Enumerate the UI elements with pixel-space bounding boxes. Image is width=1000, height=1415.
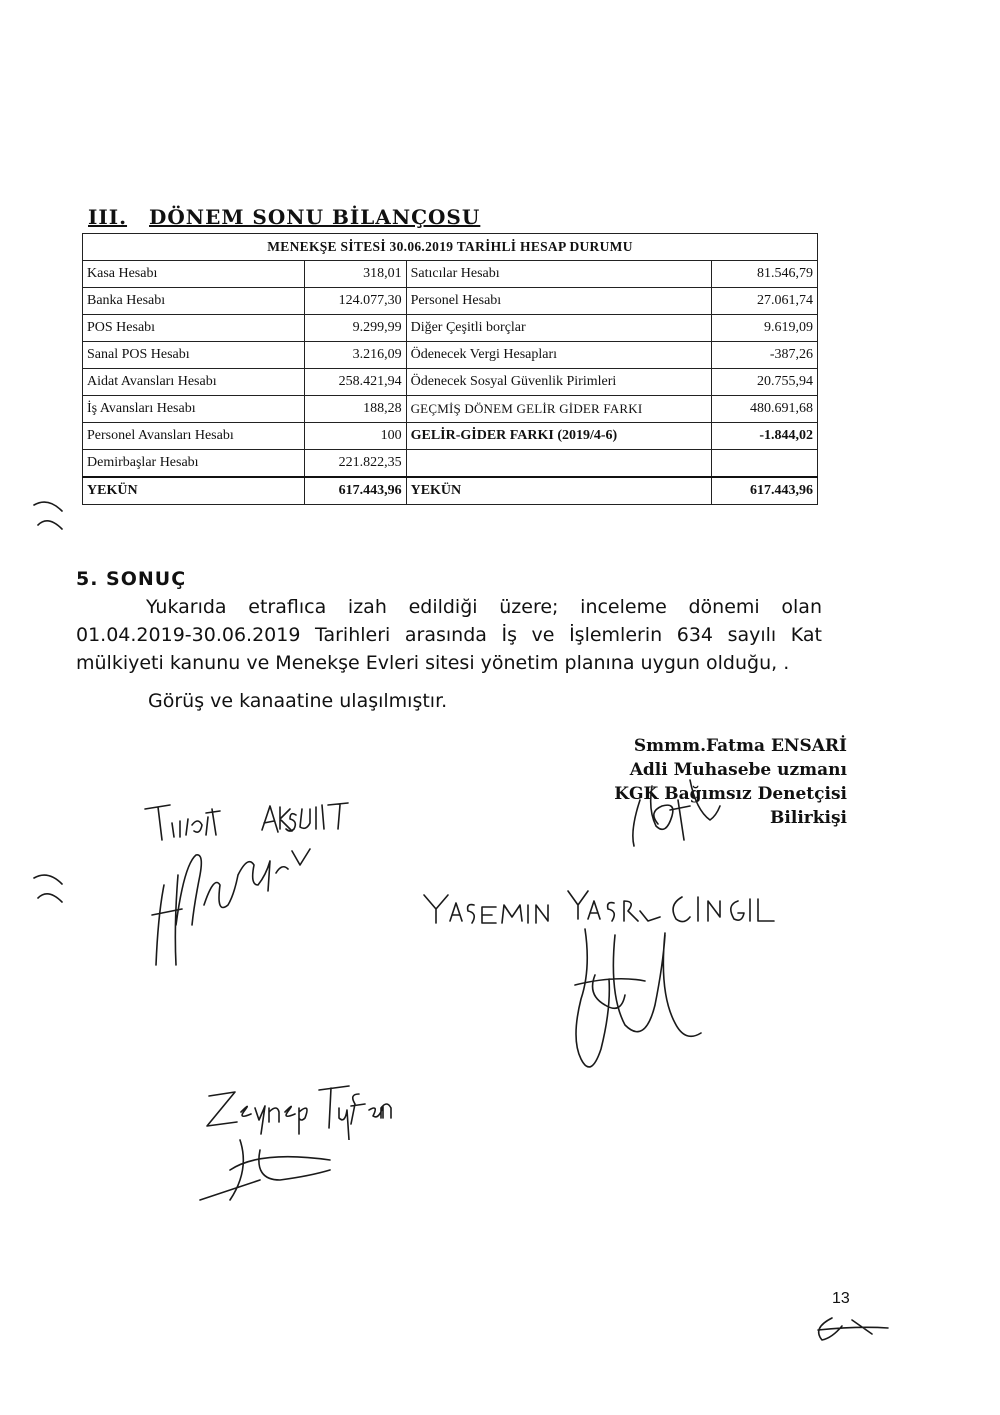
- liability-value: 81.546,79: [712, 261, 818, 288]
- balance-table: [82, 233, 818, 505]
- total-asset-value: 617.443,96: [304, 477, 406, 505]
- liability-label: Ödenecek Vergi Hesapları: [406, 342, 711, 369]
- signature-turgut-aksulut: [142, 845, 322, 975]
- asset-label: Demirbaşlar Hesabı: [83, 450, 305, 478]
- section-number: III.: [88, 205, 128, 229]
- asset-label: Personel Avansları Hesabı: [83, 423, 305, 450]
- liability-label: Ödenecek Sosyal Güvenlik Pirimleri: [406, 369, 711, 396]
- table-row: [83, 423, 818, 450]
- table-row: [83, 342, 818, 369]
- asset-value: 221.822,35: [304, 450, 406, 478]
- asset-value: 124.077,30: [304, 288, 406, 315]
- asset-value: 9.299,99: [304, 315, 406, 342]
- signatory-title: Adli Muhasebe uzmanı: [629, 760, 847, 780]
- liability-label: GELİR-GİDER FARKI (2019/4-6): [406, 423, 711, 450]
- margin-mark: [28, 868, 68, 908]
- asset-value: 258.421,94: [304, 369, 406, 396]
- asset-label: Sanal POS Hesabı: [83, 342, 305, 369]
- liability-value: 20.755,94: [712, 369, 818, 396]
- liability-value: -387,26: [712, 342, 818, 369]
- closing-sentence: Görüş ve kanaatine ulaşılmıştır.: [148, 690, 448, 712]
- asset-value: 100: [304, 423, 406, 450]
- total-liability-label: YEKÜN: [406, 477, 711, 505]
- table-row: [83, 396, 818, 423]
- liability-label: Satıcılar Hesabı: [406, 261, 711, 288]
- margin-mark: [28, 495, 68, 535]
- section-heading: [88, 205, 480, 229]
- conclusion-text: Yukarıda etraflıca izah edildiği üzere; inceleme dönemi olan 01.04.2019-30.06.2019 Tarihleri arasında İş ve İşlemlerin 634 sayılı Kat mülkiyeti kanunu ve Menekşe Evleri sitesi yönetim planına uygun olduğu, .: [76, 596, 822, 674]
- total-row: [83, 477, 818, 505]
- asset-label: Aidat Avansları Hesabı: [83, 369, 305, 396]
- handwritten-name-turgut: [140, 795, 390, 845]
- table-caption: MENEKŞE SİTESİ 30.06.2019 TARİHLİ HESAP DURUMU: [83, 234, 818, 261]
- signature-yasemin: [555, 925, 705, 1085]
- signatory-title: Bilirkişi: [770, 808, 847, 828]
- asset-value: 3.216,09: [304, 342, 406, 369]
- liability-label: [406, 450, 711, 478]
- conclusion-heading: 5. SONUÇ: [76, 568, 187, 590]
- liability-value: 9.619,09: [712, 315, 818, 342]
- signature-zeynep: [170, 1130, 350, 1210]
- liability-label: GEÇMİŞ DÖNEM GELİR GİDER FARKI: [406, 396, 711, 423]
- total-liability-value: 617.443,96: [712, 477, 818, 505]
- asset-label: Kasa Hesabı: [83, 261, 305, 288]
- conclusion-paragraph: [76, 593, 822, 677]
- liability-value: 480.691,68: [712, 396, 818, 423]
- asset-label: POS Hesabı: [83, 315, 305, 342]
- liability-value: [712, 450, 818, 478]
- asset-value: 188,28: [304, 396, 406, 423]
- asset-label: Banka Hesabı: [83, 288, 305, 315]
- liability-value: -1.844,02: [712, 423, 818, 450]
- page-initial-mark: [812, 1310, 892, 1350]
- liability-label: Diğer Çeşitli borçlar: [406, 315, 711, 342]
- total-asset-label: YEKÜN: [83, 477, 305, 505]
- liability-value: 27.061,74: [712, 288, 818, 315]
- table-row: [83, 450, 818, 478]
- asset-label: İş Avansları Hesabı: [83, 396, 305, 423]
- asset-value: 318,01: [304, 261, 406, 288]
- section-title: DÖNEM SONU BİLANÇOSU: [149, 205, 481, 229]
- page-number: 13: [832, 1290, 850, 1307]
- signature-fatma-ensari: [560, 740, 780, 850]
- signatory-title: KGK Bağımsız Denetçisi: [614, 784, 847, 804]
- table-row: [83, 288, 818, 315]
- signatory-name: Smmm.Fatma ENSARİ: [633, 736, 847, 756]
- liability-label: Personel Hesabı: [406, 288, 711, 315]
- table-row: [83, 315, 818, 342]
- table-row: [83, 369, 818, 396]
- table-row: [83, 261, 818, 288]
